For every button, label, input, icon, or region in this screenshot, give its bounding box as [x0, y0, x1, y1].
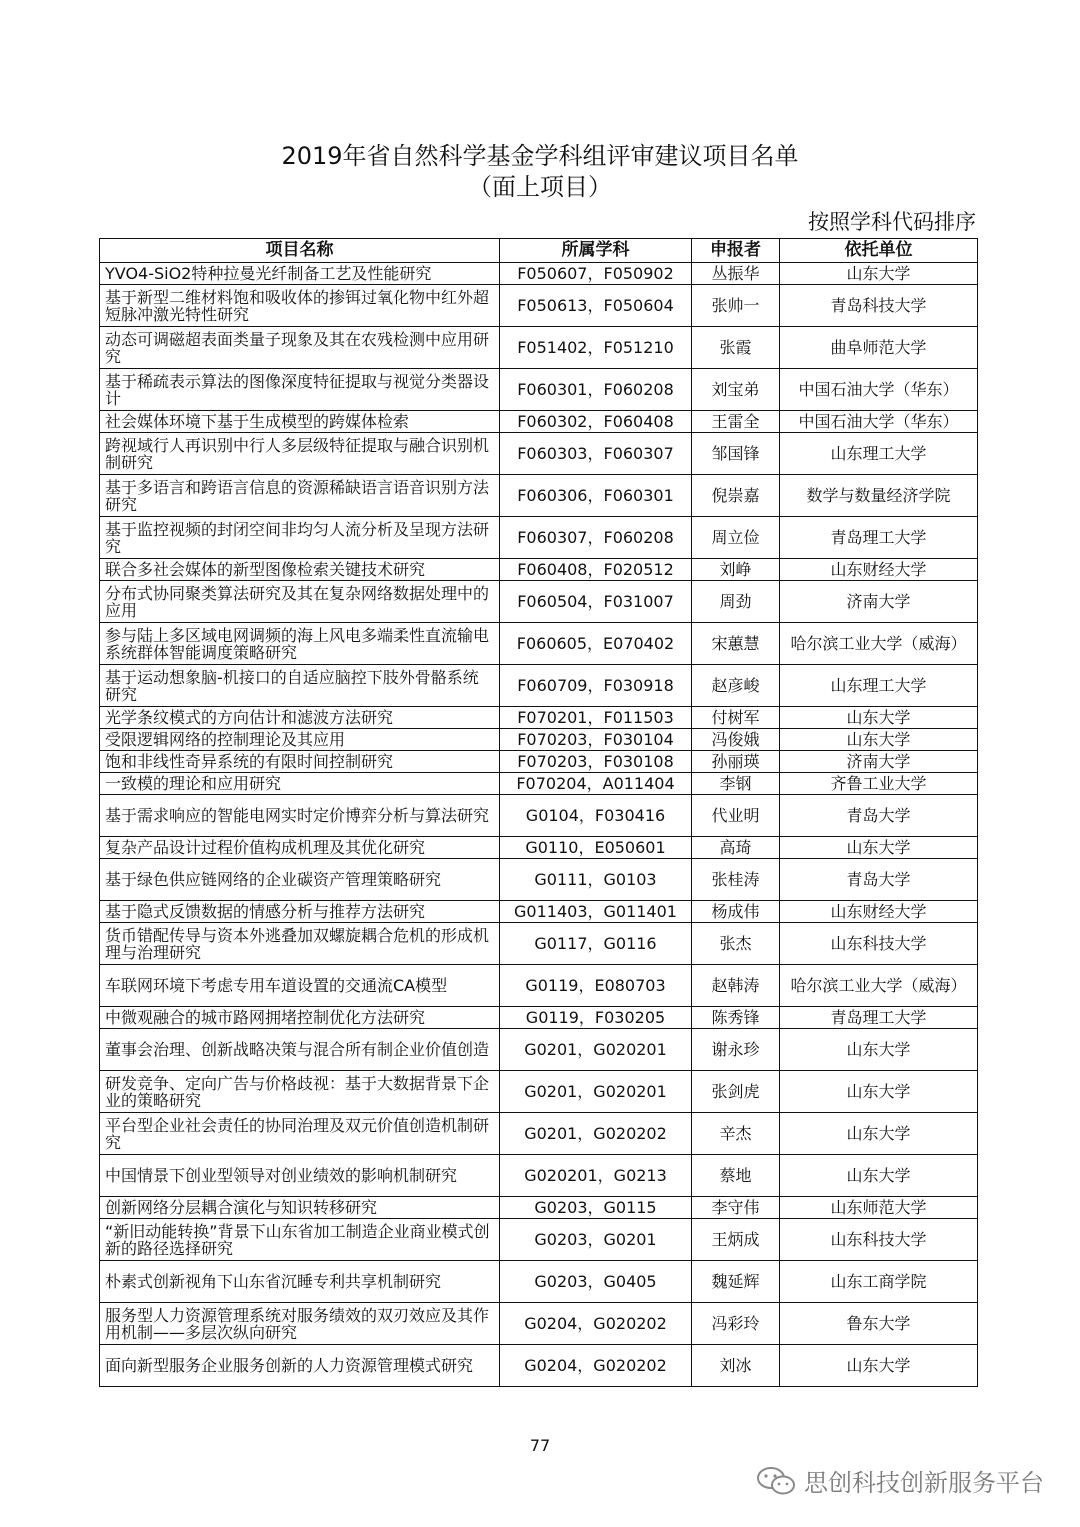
project-name-cell: 朴素式创新视角下山东省沉睡专利共享机制研究: [100, 1261, 500, 1303]
column-header-institution: 依托单位: [780, 239, 978, 263]
institution-cell: 山东理工大学: [780, 665, 978, 707]
project-name-cell: 一致模的理论和应用研究: [100, 773, 500, 795]
subject-code-cell: F060605，E070402: [500, 623, 692, 665]
subject-code-cell: F060709，F030918: [500, 665, 692, 707]
project-name-cell: 董事会治理、创新战略决策与混合所有制企业价值创造: [100, 1029, 500, 1071]
subject-code-cell: G011403，G011401: [500, 901, 692, 923]
project-name-cell: 面向新型服务企业服务创新的人力资源管理模式研究: [100, 1345, 500, 1387]
table-row: [100, 433, 978, 475]
applicant-cell: 李守伟: [692, 1197, 780, 1219]
applicant-cell: 邹国锋: [692, 433, 780, 475]
subject-code-cell: G0111，G0103: [500, 859, 692, 901]
project-name-cell: 基于运动想象脑-机接口的自适应脑控下肢外骨骼系统研究: [100, 665, 500, 707]
table-body: [100, 263, 978, 1387]
applicant-cell: 辛杰: [692, 1113, 780, 1155]
subject-code-cell: G0204，G020202: [500, 1303, 692, 1345]
table-row: [100, 1029, 978, 1071]
applicant-cell: 魏延辉: [692, 1261, 780, 1303]
institution-cell: 山东大学: [780, 1113, 978, 1155]
subject-code-cell: F051402，F051210: [500, 327, 692, 369]
applicant-cell: 张帅一: [692, 285, 780, 327]
applicant-cell: 刘峥: [692, 559, 780, 581]
applicant-cell: 刘宝弟: [692, 369, 780, 411]
table-row: [100, 1345, 978, 1387]
institution-cell: 山东大学: [780, 1029, 978, 1071]
project-name-cell: 受限逻辑网络的控制理论及其应用: [100, 729, 500, 751]
subject-code-cell: G0201，G020201: [500, 1029, 692, 1071]
subject-code-cell: G0203，G0201: [500, 1219, 692, 1261]
table-row: [100, 859, 978, 901]
applicant-cell: 孙丽瑛: [692, 751, 780, 773]
table-row: [100, 581, 978, 623]
applicant-cell: 代业明: [692, 795, 780, 837]
project-name-cell: 中微观融合的城市路网拥堵控制优化方法研究: [100, 1007, 500, 1029]
subject-code-cell: G0203，G0405: [500, 1261, 692, 1303]
institution-cell: 山东大学: [780, 837, 978, 859]
institution-cell: 青岛理工大学: [780, 1007, 978, 1029]
institution-cell: 山东大学: [780, 263, 978, 285]
project-name-cell: 动态可调磁超表面类量子现象及其在农残检测中应用研究: [100, 327, 500, 369]
project-name-cell: 分布式协同聚类算法研究及其在复杂网络数据处理中的应用: [100, 581, 500, 623]
project-name-cell: 服务型人力资源管理系统对服务绩效的双刃效应及其作用机制——多层次纵向研究: [100, 1303, 500, 1345]
applicant-cell: 李钢: [692, 773, 780, 795]
applicant-cell: 陈秀锋: [692, 1007, 780, 1029]
subject-code-cell: G0204，G020202: [500, 1345, 692, 1387]
applicant-cell: 倪崇嘉: [692, 475, 780, 517]
institution-cell: 青岛科技大学: [780, 285, 978, 327]
project-name-cell: 平台型企业社会责任的协同治理及双元价值创造机制研究: [100, 1113, 500, 1155]
applicant-cell: 丛振华: [692, 263, 780, 285]
institution-cell: 山东科技大学: [780, 923, 978, 965]
column-header-subject: 所属学科: [500, 239, 692, 263]
applicant-cell: 杨成伟: [692, 901, 780, 923]
table-row: [100, 665, 978, 707]
institution-cell: 济南大学: [780, 581, 978, 623]
institution-cell: 山东大学: [780, 707, 978, 729]
project-name-cell: 研发竞争、定向广告与价格歧视：基于大数据背景下企业的策略研究: [100, 1071, 500, 1113]
table-row: [100, 517, 978, 559]
column-header-applicant: 申报者: [692, 239, 780, 263]
watermark: [756, 1463, 1044, 1498]
table-row: [100, 1007, 978, 1029]
subject-code-cell: F070201，F011503: [500, 707, 692, 729]
applicant-cell: 冯俊娥: [692, 729, 780, 751]
applicant-cell: 周立俭: [692, 517, 780, 559]
institution-cell: 中国石油大学（华东）: [780, 369, 978, 411]
project-name-cell: 基于需求响应的智能电网实时定价博弈分析与算法研究: [100, 795, 500, 837]
subject-code-cell: F070203，F030104: [500, 729, 692, 751]
project-name-cell: 光学条纹模式的方向估计和滤波方法研究: [100, 707, 500, 729]
subject-code-cell: F070204，A011404: [500, 773, 692, 795]
project-name-cell: 基于绿色供应链网络的企业碳资产管理策略研究: [100, 859, 500, 901]
subject-code-cell: F060306，F060301: [500, 475, 692, 517]
project-name-cell: 中国情景下创业型领导对创业绩效的影响机制研究: [100, 1155, 500, 1197]
project-name-cell: 基于多语言和跨语言信息的资源稀缺语言语音识别方法研究: [100, 475, 500, 517]
table-row: [100, 1261, 978, 1303]
institution-cell: 哈尔滨工业大学（威海）: [780, 623, 978, 665]
institution-cell: 青岛理工大学: [780, 517, 978, 559]
project-name-cell: 复杂产品设计过程价值构成机理及其优化研究: [100, 837, 500, 859]
subject-code-cell: G0203，G0115: [500, 1197, 692, 1219]
project-name-cell: 货币错配传导与资本外逃叠加双螺旋耦合危机的形成机理与治理研究: [100, 923, 500, 965]
table-row: [100, 901, 978, 923]
institution-cell: 数学与数量经济学院: [780, 475, 978, 517]
applicant-cell: 冯彩玲: [692, 1303, 780, 1345]
table-row: [100, 285, 978, 327]
wechat-icon: [756, 1466, 796, 1496]
institution-cell: 山东工商学院: [780, 1261, 978, 1303]
project-table: [99, 238, 978, 1387]
table-row: [100, 965, 978, 1007]
table-row: [100, 369, 978, 411]
table-row: [100, 263, 978, 285]
table-row: [100, 837, 978, 859]
page-number: 77: [529, 1436, 551, 1455]
applicant-cell: 付树军: [692, 707, 780, 729]
institution-cell: 山东大学: [780, 729, 978, 751]
sort-note: 按照学科代码排序: [808, 210, 976, 234]
applicant-cell: 谢永珍: [692, 1029, 780, 1071]
subject-code-cell: F060301，F060208: [500, 369, 692, 411]
table-row: [100, 623, 978, 665]
subject-code-cell: F060504，F031007: [500, 581, 692, 623]
project-name-cell: 创新网络分层耦合演化与知识转移研究: [100, 1197, 500, 1219]
institution-cell: 济南大学: [780, 751, 978, 773]
institution-cell: 山东大学: [780, 1345, 978, 1387]
project-name-cell: 联合多社会媒体的新型图像检索关键技术研究: [100, 559, 500, 581]
project-name-cell: 基于监控视频的封闭空间非均匀人流分析及呈现方法研究: [100, 517, 500, 559]
subject-code-cell: G0201，G020201: [500, 1071, 692, 1113]
project-name-cell: 跨视域行人再识别中行人多层级特征提取与融合识别机制研究: [100, 433, 500, 475]
institution-cell: 山东大学: [780, 1155, 978, 1197]
institution-cell: 青岛大学: [780, 859, 978, 901]
institution-cell: 中国石油大学（华东）: [780, 411, 978, 433]
watermark-text: 思创科技创新服务平台: [804, 1469, 1044, 1497]
institution-cell: 曲阜师范大学: [780, 327, 978, 369]
table-row: [100, 327, 978, 369]
project-name-cell: 基于稀疏表示算法的图像深度特征提取与视觉分类器设计: [100, 369, 500, 411]
applicant-cell: 张桂涛: [692, 859, 780, 901]
page-subtitle: （面上项目）: [468, 173, 612, 201]
subject-code-cell: G0119，F030205: [500, 1007, 692, 1029]
subject-code-cell: F060303，F060307: [500, 433, 692, 475]
subject-code-cell: G0104，F030416: [500, 795, 692, 837]
subject-code-cell: G0201，G020202: [500, 1113, 692, 1155]
table-row: [100, 559, 978, 581]
subject-code-cell: G0117，G0116: [500, 923, 692, 965]
table-row: [100, 1303, 978, 1345]
table-row: [100, 475, 978, 517]
table-row: [100, 411, 978, 433]
project-name-cell: YVO4-SiO2特种拉曼光纤制备工艺及性能研究: [100, 263, 500, 285]
table-row: [100, 1219, 978, 1261]
subject-code-cell: F070203，F030108: [500, 751, 692, 773]
subject-code-cell: F060408，F020512: [500, 559, 692, 581]
subject-code-cell: G020201，G0213: [500, 1155, 692, 1197]
table-header-row: [100, 239, 978, 263]
applicant-cell: 周劲: [692, 581, 780, 623]
table-row: [100, 773, 978, 795]
page-title: 2019年省自然科学基金学科组评审建议项目名单: [281, 142, 799, 170]
applicant-cell: 蔡地: [692, 1155, 780, 1197]
institution-cell: 青岛大学: [780, 795, 978, 837]
institution-cell: 山东财经大学: [780, 901, 978, 923]
institution-cell: 山东科技大学: [780, 1219, 978, 1261]
table-row: [100, 795, 978, 837]
subject-code-cell: F060307，F060208: [500, 517, 692, 559]
institution-cell: 山东财经大学: [780, 559, 978, 581]
table-row: [100, 1155, 978, 1197]
project-name-cell: 饱和非线性奇异系统的有限时间控制研究: [100, 751, 500, 773]
subject-code-cell: F050613，F050604: [500, 285, 692, 327]
subject-code-cell: F060302，F060408: [500, 411, 692, 433]
applicant-cell: 赵彦峻: [692, 665, 780, 707]
institution-cell: 鲁东大学: [780, 1303, 978, 1345]
project-name-cell: 基于新型二维材料饱和吸收体的掺铒过氧化物中红外超短脉冲激光特性研究: [100, 285, 500, 327]
project-name-cell: 基于隐式反馈数据的情感分析与推荐方法研究: [100, 901, 500, 923]
applicant-cell: 宋蕙慧: [692, 623, 780, 665]
project-name-cell: 车联网环境下考虑专用车道设置的交通流CA模型: [100, 965, 500, 1007]
applicant-cell: 王炳成: [692, 1219, 780, 1261]
applicant-cell: 张剑虎: [692, 1071, 780, 1113]
institution-cell: 哈尔滨工业大学（威海）: [780, 965, 978, 1007]
applicant-cell: 高琦: [692, 837, 780, 859]
subject-code-cell: G0119，E080703: [500, 965, 692, 1007]
institution-cell: 山东理工大学: [780, 433, 978, 475]
institution-cell: 山东大学: [780, 1071, 978, 1113]
table-row: [100, 707, 978, 729]
institution-cell: 齐鲁工业大学: [780, 773, 978, 795]
applicant-cell: 刘冰: [692, 1345, 780, 1387]
applicant-cell: 王雷全: [692, 411, 780, 433]
institution-cell: 山东师范大学: [780, 1197, 978, 1219]
table-row: [100, 1197, 978, 1219]
table-row: [100, 923, 978, 965]
applicant-cell: 张霞: [692, 327, 780, 369]
applicant-cell: 赵韩涛: [692, 965, 780, 1007]
project-name-cell: “新旧动能转换”背景下山东省加工制造企业商业模式创新的路径选择研究: [100, 1219, 500, 1261]
subject-code-cell: F050607，F050902: [500, 263, 692, 285]
project-name-cell: 参与陆上多区域电网调频的海上风电多端柔性直流输电系统群体智能调度策略研究: [100, 623, 500, 665]
table-row: [100, 729, 978, 751]
project-name-cell: 社会媒体环境下基于生成模型的跨媒体检索: [100, 411, 500, 433]
subject-code-cell: G0110，E050601: [500, 837, 692, 859]
table-row: [100, 751, 978, 773]
column-header-name: 项目名称: [100, 239, 500, 263]
table-row: [100, 1113, 978, 1155]
table-row: [100, 1071, 978, 1113]
applicant-cell: 张杰: [692, 923, 780, 965]
